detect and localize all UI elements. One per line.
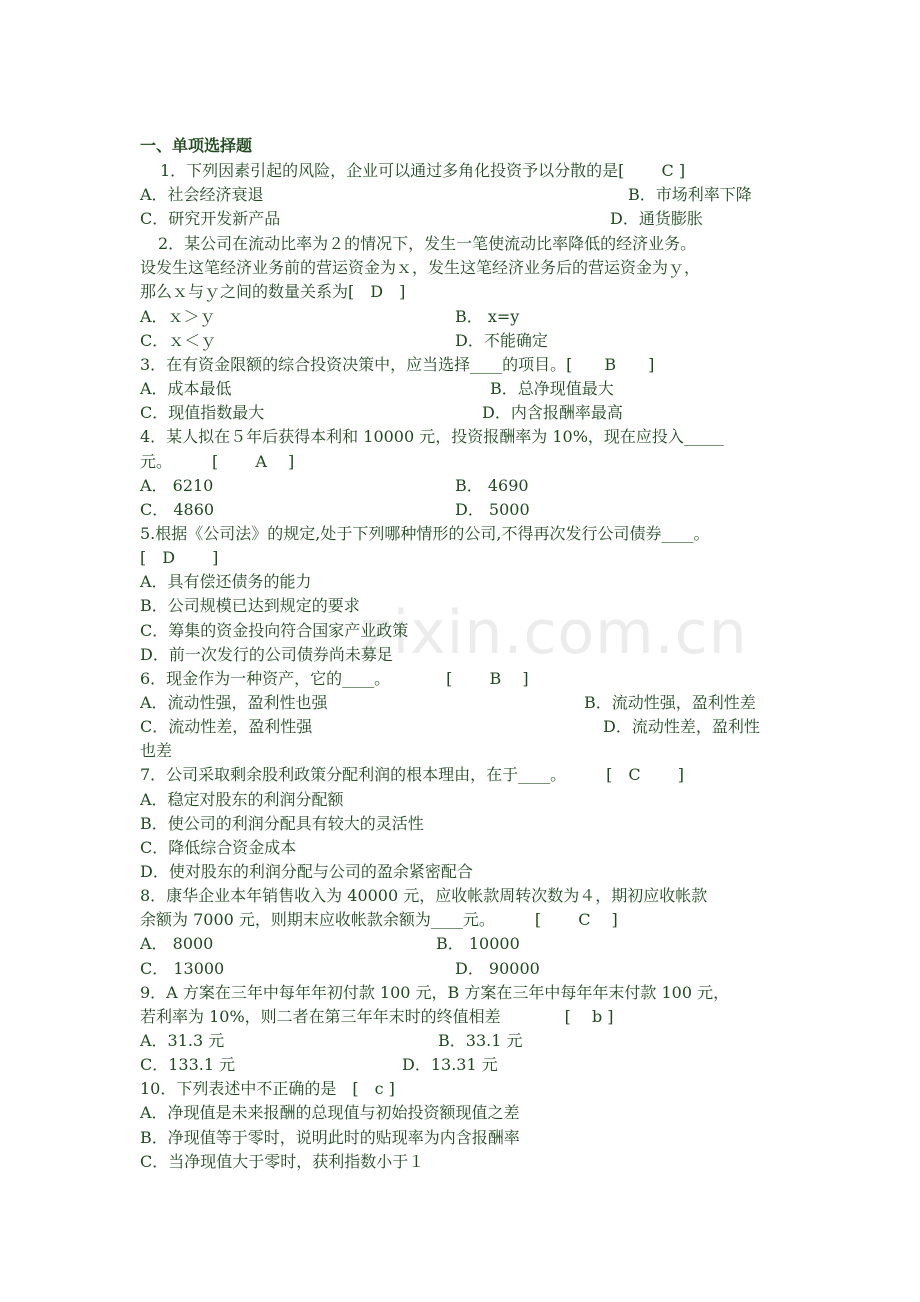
q2-stem-line1: 2．某公司在流动比率为２的情况下，发生一笔使流动比率降低的经济业务。 bbox=[158, 234, 697, 253]
watermark: zixin.com.cn bbox=[360, 598, 748, 668]
q10-stem: 10．下列表述中不正确的是 [ c ] bbox=[140, 1079, 395, 1098]
q3-option-a: A．成本最低 bbox=[140, 379, 232, 398]
q2-stem-line3: 那么ｘ与ｙ之间的数量关系为[ D ] bbox=[140, 282, 406, 301]
q2-stem-line2: 设发生这笔经济业务前的营运资金为ｘ，发生这笔经济业务后的营运资金为ｙ， bbox=[140, 258, 701, 277]
q2-option-a: A．ｘ＞ｙ bbox=[140, 307, 216, 326]
q6-option-b: B．流动性强，盈利性差 bbox=[584, 693, 756, 712]
q1-option-d: D．通货膨胀 bbox=[610, 209, 703, 228]
q7-option-a: A．稳定对股东的利润分配额 bbox=[140, 790, 344, 809]
q6-option-d-line1: D．流动性差，盈利性 bbox=[603, 717, 760, 736]
q4-option-a: A． 6210 bbox=[140, 476, 214, 495]
q4-stem-line1: 4．某人拟在５年后获得本利和 10000 元，投资报酬率为 10%，现在应投入_____ bbox=[140, 427, 724, 446]
q1-option-c: C．研究开发新产品 bbox=[140, 209, 281, 228]
q1-option-a: A．社会经济衰退 bbox=[140, 185, 264, 204]
q7-option-d: D．使对股东的利润分配与公司的盈余紧密配合 bbox=[140, 862, 473, 881]
q5-option-d: D．前一次发行的公司债券尚未募足 bbox=[140, 645, 393, 664]
q8-option-b: B． 10000 bbox=[436, 934, 520, 953]
q2-option-d: D．不能确定 bbox=[455, 331, 548, 350]
q3-option-d: D．内含报酬率最高 bbox=[482, 403, 623, 422]
q6-stem: 6．现金作为一种资产，它的____。 [ B ] bbox=[140, 669, 529, 688]
q9-option-d: D．13.31 元 bbox=[402, 1055, 498, 1074]
q8-option-a: A． 8000 bbox=[140, 934, 214, 953]
q1-option-b: B．市场利率下降 bbox=[628, 185, 752, 204]
q6-option-c: C．流动性差，盈利性强 bbox=[140, 717, 313, 736]
q5-stem-line2: [ D ] bbox=[140, 548, 219, 567]
q4-option-b: B． 4690 bbox=[455, 476, 529, 495]
q8-stem-line2: 余额为 7000 元，则期末应收帐款余额为____元。 [ C ] bbox=[140, 910, 618, 929]
q5-option-b: B．公司规模已达到规定的要求 bbox=[140, 596, 360, 615]
section-title: 一、单项选择题 bbox=[140, 136, 253, 155]
q3-option-b: B．总净现值最大 bbox=[490, 379, 614, 398]
q10-option-c: C．当净现值大于零时，获利指数小于１ bbox=[140, 1152, 425, 1171]
q9-option-b: B．33.1 元 bbox=[438, 1031, 523, 1050]
q3-stem: 3．在有资金限额的综合投资决策中，应当选择____的项目。[ B ] bbox=[140, 355, 655, 374]
q5-stem-line1: 5.根据《公司法》的规定,处于下列哪种情形的公司,不得再次发行公司债券____。 bbox=[140, 524, 710, 543]
q2-option-b: B． x=y bbox=[455, 307, 520, 326]
q3-option-c: C．现值指数最大 bbox=[140, 403, 265, 422]
q7-option-b: B．使公司的利润分配具有较大的灵活性 bbox=[140, 814, 424, 833]
q10-option-a: A．净现值是未来报酬的总现值与初始投资额现值之差 bbox=[140, 1103, 520, 1122]
q9-option-c: C．133.1 元 bbox=[140, 1055, 236, 1074]
q9-option-a: A．31.3 元 bbox=[140, 1031, 225, 1050]
q8-option-c: C． 13000 bbox=[140, 959, 225, 978]
q7-option-c: C．降低综合资金成本 bbox=[140, 838, 297, 857]
q6-option-d-line2: 也差 bbox=[140, 741, 173, 760]
q9-stem-line1: 9．A 方案在三年中每年年初付款 100 元，B 方案在三年中每年年末付款 100 元， bbox=[140, 983, 730, 1002]
q6-option-a: A．流动性强，盈利性也强 bbox=[140, 693, 328, 712]
q7-stem: 7．公司采取剩余股利政策分配利润的根本理由，在于____。 [ C ] bbox=[140, 765, 684, 784]
q9-stem-line2: 若利率为 10%，则二者在第三年年末时的终值相差 [ b ] bbox=[140, 1007, 614, 1026]
q10-option-b: B．净现值等于零时，说明此时的贴现率为内含报酬率 bbox=[140, 1128, 520, 1147]
q4-option-d: D． 5000 bbox=[455, 500, 530, 519]
q4-stem-line2: 元。 [ A ] bbox=[140, 452, 295, 471]
q1-stem: 1．下列因素引起的风险，企业可以通过多角化投资予以分散的是[ C ] bbox=[160, 161, 686, 180]
q8-option-d: D． 90000 bbox=[455, 959, 540, 978]
q5-option-a: A．具有偿还债务的能力 bbox=[140, 572, 312, 591]
q2-option-c: C．ｘ＜ｙ bbox=[140, 331, 217, 350]
q5-option-c: C．筹集的资金投向符合国家产业政策 bbox=[140, 621, 409, 640]
q8-stem-line1: 8．康华企业本年销售收入为 40000 元，应收帐款周转次数为４，期初应收帐款 bbox=[140, 886, 708, 905]
q4-option-c: C． 4860 bbox=[140, 500, 215, 519]
